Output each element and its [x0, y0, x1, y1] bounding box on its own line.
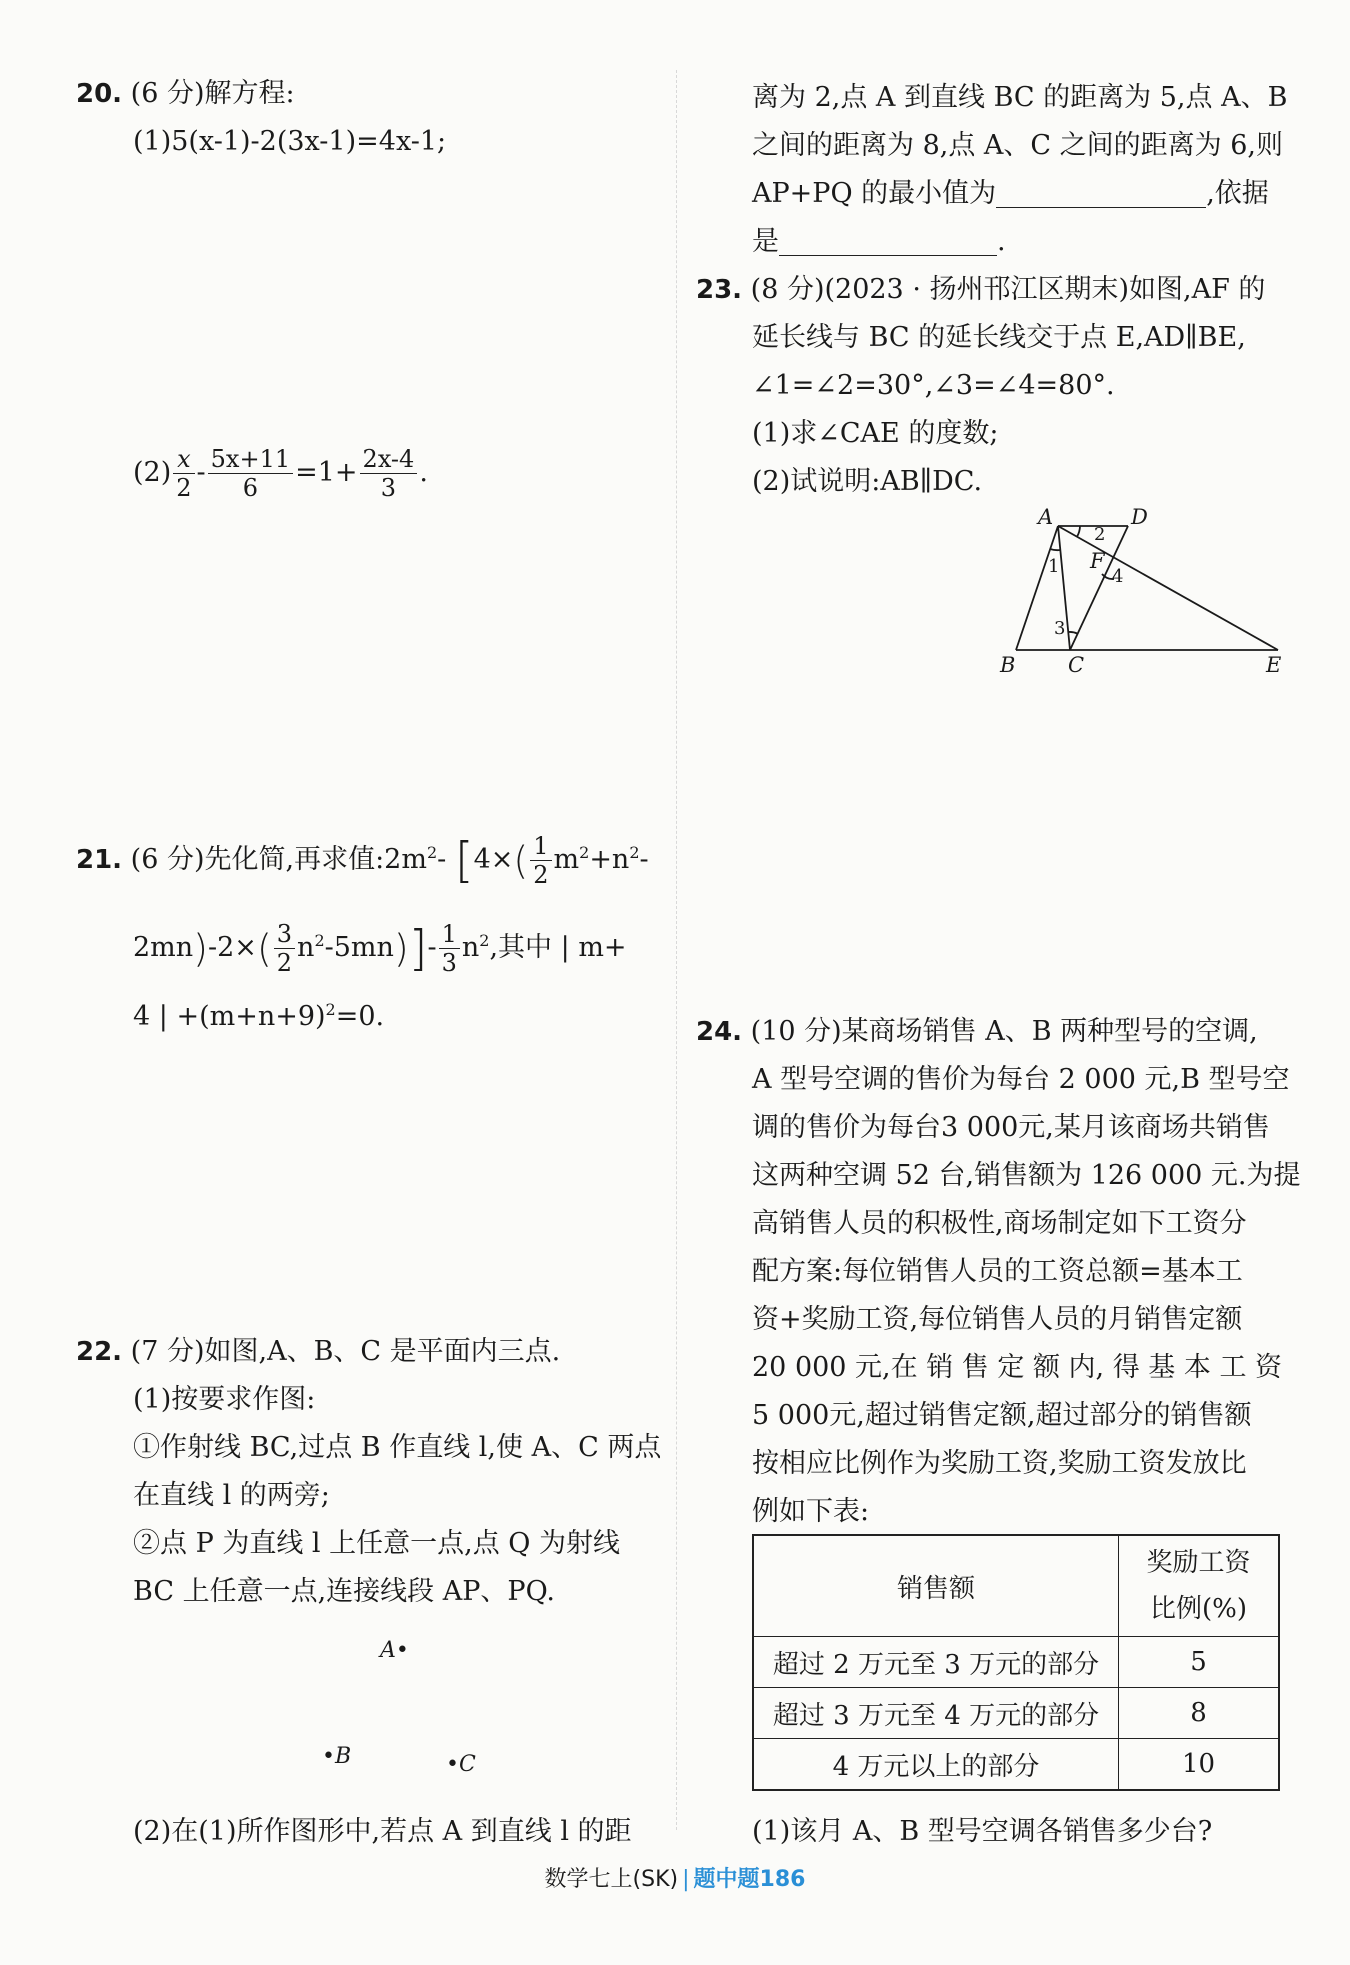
- fraction: $\frac{2x-4}{3}$: [360, 445, 418, 502]
- q22-line4: ②点 P 为直线 l 上任意一点,点 Q 为射线: [133, 1528, 621, 1559]
- q23-heading: 23. (8 分)(2023 · 扬州邗江区期末)如图,AF 的: [696, 274, 1266, 305]
- q22-line3: 在直线 l 的两旁;: [133, 1480, 330, 1511]
- q24-line: 这两种空调 52 台,销售额为 126 000 元.为提: [752, 1160, 1301, 1191]
- q22-cont-line2: 之间的距离为 8,点 A、C 之间的距离为 6,则: [752, 130, 1284, 161]
- q22-line2: ①作射线 BC,过点 B 作直线 l,使 A、C 两点: [133, 1432, 662, 1463]
- q24-line: 5 000元,超过销售定额,超过部分的销售额: [752, 1400, 1252, 1431]
- angle-3-arc: [1068, 632, 1077, 634]
- q24-line: 例如下表:: [752, 1496, 870, 1527]
- label-b: B: [1000, 653, 1016, 677]
- q24-line: A 型号空调的售价为每台 2 000 元,B 型号空: [752, 1064, 1290, 1095]
- q23-number: 23.: [696, 275, 743, 305]
- angle-2-arc: [1077, 526, 1080, 537]
- page-number: 186: [759, 1867, 806, 1892]
- q24-line: 20 000 元,在 销 售 定 额 内, 得 基 本 工 资: [752, 1352, 1283, 1383]
- label-c: C: [1068, 653, 1085, 677]
- q22-heading: 22. (7 分)如图,A、B、C 是平面内三点.: [76, 1336, 561, 1367]
- bonus-table: [752, 1534, 1280, 1791]
- q24-line: 高销售人员的积极性,商场制定如下工资分: [752, 1208, 1247, 1239]
- book-title: 数学七上(SK): [544, 1867, 679, 1892]
- q24-heading: 24. (10 分)某商场销售 A、B 两种型号的空调,: [696, 1016, 1258, 1047]
- label-e: E: [1266, 653, 1282, 677]
- fraction: $\frac{1}{3}$: [439, 920, 460, 977]
- q22-cont-line4: 是 .: [752, 226, 1006, 257]
- angle-label-4: 4: [1112, 566, 1124, 587]
- q20-part2: (2) $\frac{x}{2}$ - $\frac{5x+11}{6}$ =1+ $\frac{2x-4}{3}$ .: [133, 445, 428, 502]
- q23-sub1: (1)求∠CAE 的度数;: [752, 418, 999, 449]
- angle-label-3: 3: [1054, 618, 1066, 639]
- table-row: 超过 2 万元至 3 万元的部分 5: [753, 1637, 1279, 1688]
- q21-line3: 4 | $+(m+n+9)^2=0$.: [133, 1000, 385, 1032]
- header-bonus-ratio: 奖励工资 比例(%): [1119, 1535, 1280, 1637]
- q22-number: 22.: [76, 1337, 123, 1367]
- q24-line: 按相应比例作为奖励工资,奖励工资发放比: [752, 1448, 1247, 1479]
- q23-line2: ∠1=∠2=30°,∠3=∠4=80°.: [752, 370, 1115, 401]
- angle-label-1: 1: [1048, 556, 1060, 577]
- q24-line: 资+奖励工资,每位销售人员的月销售定额: [752, 1304, 1243, 1335]
- point-a: A•: [380, 1638, 409, 1663]
- fraction: $\frac{1}{2}$: [530, 832, 551, 889]
- section-label: 题中题: [693, 1867, 760, 1892]
- column-divider: [676, 70, 677, 1830]
- q21-number: 21.: [76, 845, 123, 875]
- q23-geometry-figure: [990, 500, 1290, 690]
- q24-sub1: (1)该月 A、B 型号空调各销售多少台?: [752, 1816, 1213, 1847]
- point-b: •B: [322, 1744, 352, 1769]
- q22-cont-line3: AP+PQ 的最小值为 ,依据: [752, 178, 1269, 209]
- point-c: •C: [446, 1752, 476, 1777]
- segment-ab: [1016, 526, 1058, 650]
- q21-line1: 21. (6 分)先化简,再求值$:2m^2-$ [4×( $\frac{1}{2}$ $m^2+n^2-$: [76, 832, 649, 889]
- page-footer: [0, 1862, 1350, 1893]
- q24-number: 24.: [696, 1017, 743, 1047]
- table-row: 超过 3 万元至 4 万元的部分 8: [753, 1688, 1279, 1739]
- label-a: A: [1038, 505, 1054, 529]
- fraction: $\frac{5x+11}{6}$: [208, 445, 293, 502]
- q23-line1: 延长线与 BC 的延长线交于点 E,AD∥BE,: [752, 322, 1246, 353]
- label-f: F: [1090, 549, 1105, 573]
- segment-ae: [1058, 526, 1278, 650]
- q22-part2: (2)在(1)所作图形中,若点 A 到直线 l 的距: [133, 1816, 632, 1847]
- table-row: 4 万元以上的部分 10: [753, 1739, 1279, 1791]
- footer-separator: |: [682, 1867, 690, 1892]
- fraction: $\frac{3}{2}$: [274, 920, 295, 977]
- answer-blank[interactable]: [779, 225, 997, 256]
- q20-part1: (1)5(x-1)-2(3x-1)=4x-1;: [133, 126, 447, 157]
- q20-number: 20.: [76, 79, 123, 109]
- q22-line5: BC 上任意一点,连接线段 AP、PQ.: [133, 1576, 555, 1607]
- angle-1-arc: [1050, 549, 1060, 550]
- q22-cont-line1: 离为 2,点 A 到直线 BC 的距离为 5,点 A、B: [752, 82, 1288, 113]
- q24-line: 调的售价为每台3 000元,某月该商场共销售: [752, 1112, 1270, 1143]
- label-d: D: [1131, 505, 1148, 529]
- q21-line2: 2mn)-2×( $\frac{3}{2}$ $n^2-5mn)]-$ $\frac{1}{3}$ $n^2$,其中 | m+: [133, 920, 627, 977]
- q24-line: 配方案:每位销售人员的工资总额=基本工: [752, 1256, 1243, 1287]
- angle-label-2: 2: [1094, 524, 1106, 545]
- q22-line1: (1)按要求作图:: [133, 1384, 316, 1415]
- header-sales-amount: 销售额: [753, 1535, 1119, 1637]
- fraction: $\frac{x}{2}$: [173, 445, 194, 502]
- table-header-row: [753, 1535, 1279, 1637]
- answer-blank[interactable]: [996, 177, 1206, 208]
- q20-heading: 20. (6 分)解方程:: [76, 78, 295, 109]
- q23-sub2: (2)试说明:AB∥DC.: [752, 466, 983, 497]
